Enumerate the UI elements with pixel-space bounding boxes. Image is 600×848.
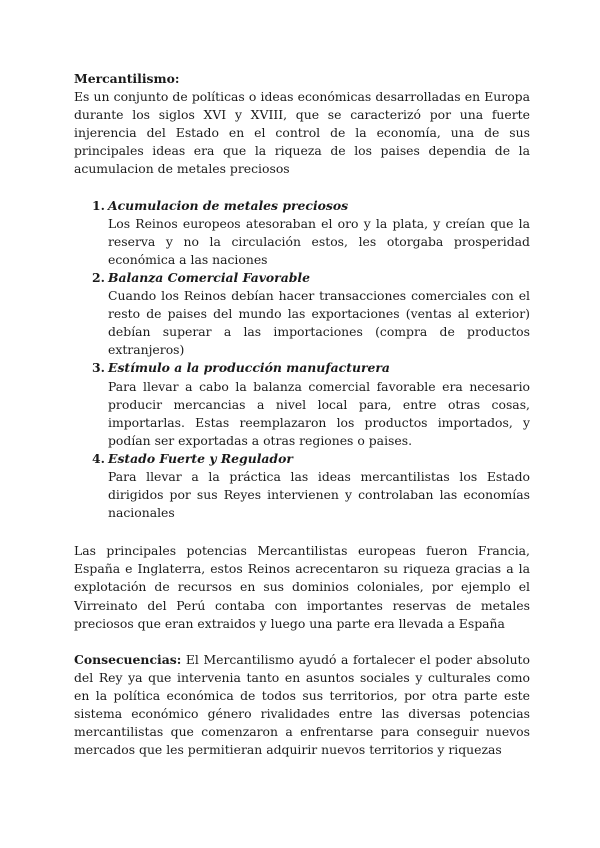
list-item-number: 3.	[92, 360, 105, 376]
list-item-title: Estado Fuerte y Regulador	[108, 450, 293, 466]
list-item	[92, 450, 530, 522]
list-item	[92, 359, 530, 449]
intro-paragraph: Es un conjunto de políticas o ideas económicas desarrolladas en Europa durante los siglos XVI y XVIII, que se caracterizó por una fuerte injerencia del Estado en el control de la economía, una de sus principales ideas era que la riqueza de los paises dependia de la acumulacion de metales preciosos	[74, 89, 530, 177]
consequences-label: Consecuencias:	[74, 651, 182, 667]
list-item-body: Los Reinos europeos atesoraban el oro y la plata, y creían que la reserva y no la circulación estos, les otorgaba prosperidad económica a las naciones	[108, 215, 530, 267]
list-item-title: Estímulo a la producción manufacturera	[108, 360, 390, 376]
list-item-body: Para llevar a cabo la balanza comercial favorable era necesario producir mercancias a nivel local para, entre otras cosas, importarlas. Estas reemplazaron los productos importados, y podían ser exportadas a otras regiones o paises.	[108, 378, 530, 448]
list-item-body: Para llevar a la práctica las ideas mercantilistas los Estado dirigidos por sus Reyes intervienen y controlaban las economías nacionales	[108, 468, 530, 521]
list-item	[92, 197, 530, 269]
list-item-number: 4.	[92, 450, 105, 466]
consequences-paragraph	[74, 651, 530, 760]
document-page	[74, 70, 530, 759]
consequences-text: El Mercantilismo ayudó a fortalecer el poder absoluto del Rey ya que intervenia tanto en asuntos sociales y culturales como en la política económica de todos sus territorios, por otra parte este sistema económico género rivalidades entre las diversas potencias mercantilistas que comenzaron a enfrentarse para conseguir nuevos mercados que les permitieran adquirir nuevos territorios y riquezas	[74, 651, 530, 758]
list-item	[92, 269, 530, 359]
list-item-body: Cuando los Reinos debían hacer transacciones comerciales con el resto de paises del mundo las exportaciones (ventas al exterior) debían superar a las importaciones (compra de productos extranjeros)	[108, 288, 530, 358]
powers-paragraph: Las principales potencias Mercantilistas europeas fueron Francia, España e Inglaterra, estos Reinos acrecentaron su riqueza gracias a la explotación de recursos en sus dominios coloniales, por ejemplo el Virreinato del Perú contaba con importantes reservas de metales preciosos que eran extraidos y luego una parte era llevada a España	[74, 543, 530, 631]
document-heading: Mercantilismo:	[74, 71, 180, 86]
list-item-number: 1.	[92, 197, 105, 213]
list-item-title: Balanza Comercial Favorable	[108, 269, 310, 285]
list-item-number: 2.	[92, 269, 105, 285]
list-item-title: Acumulacion de metales preciosos	[108, 197, 349, 213]
numbered-list	[74, 197, 530, 523]
